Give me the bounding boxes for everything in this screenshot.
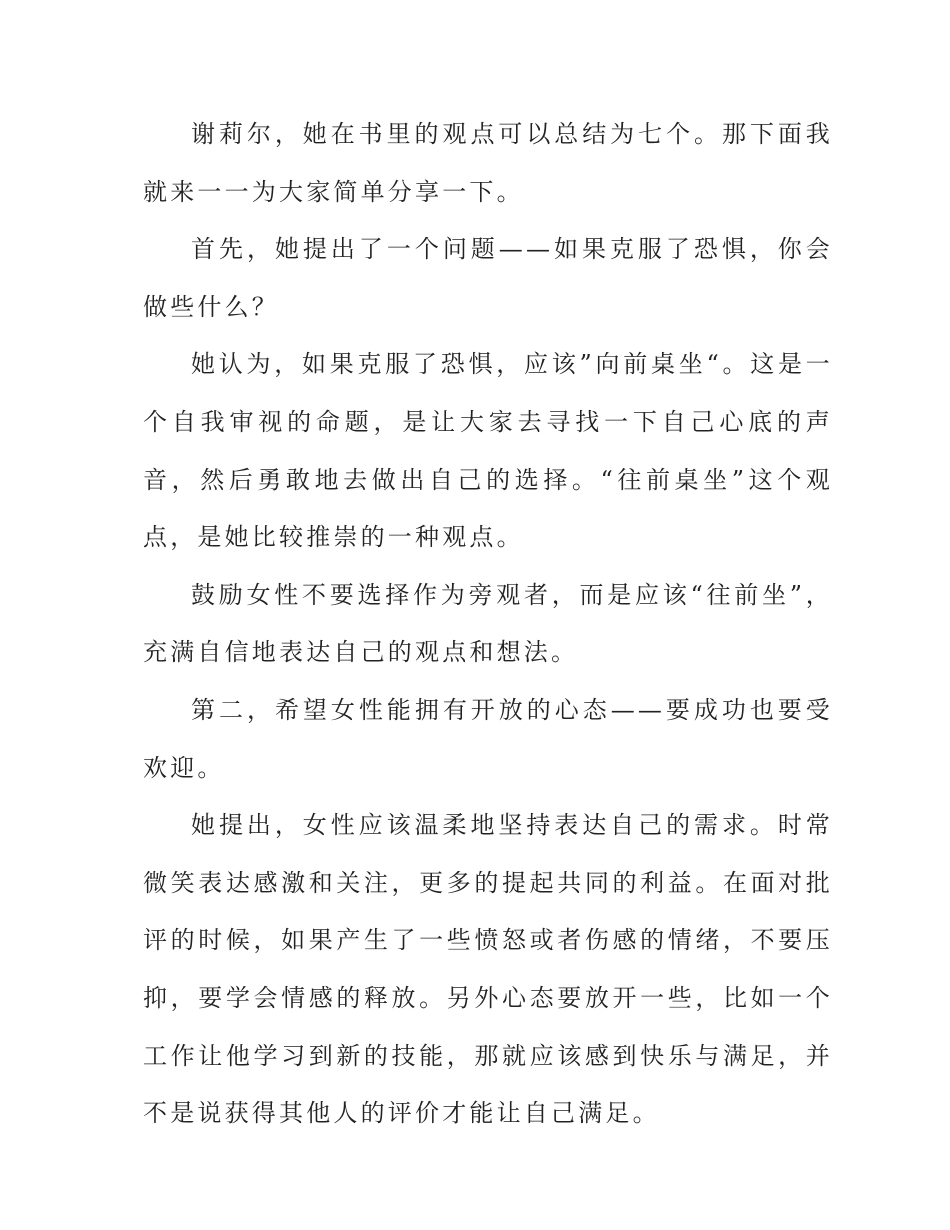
paragraph-1: 谢莉尔，她在书里的观点可以总结为七个。那下面我就来一一为大家简单分享一下。: [143, 120, 833, 206]
paragraph-3: 她认为，如果克服了恐惧，应该”向前桌坐“。这是一个自我审视的命题，是让大家去寻找一下自己心底的声音，然后勇敢地去做出自己的选择。“往前桌坐”这个观点，是她比较推崇的一种观点。: [143, 350, 833, 552]
paragraph-4: 鼓励女性不要选择作为旁观者，而是应该“往前坐”，充满自信地表达自己的观点和想法。: [143, 580, 833, 667]
paragraph-6: 她提出，女性应该温柔地坚持表达自己的需求。时常微笑表达感激和关注，更多的提起共同的利益。在面对批评的时候，如果产生了一些愤怒或者伤感的情绪，不要压抑，要学会情感的释放。另外心态要放开一些，比如一个工作让他学习到新的技能，那就应该感到快乐与满足，并不是说获得其他人的评价才能让自己满足。: [143, 811, 833, 1128]
document-body: [143, 106, 833, 1143]
paragraph-5: 第二，希望女性能拥有开放的心态——要成功也要受欢迎。: [143, 695, 833, 782]
paragraph-2: 首先，她提出了一个问题——如果克服了恐惧，你会做些什么？: [143, 235, 833, 321]
